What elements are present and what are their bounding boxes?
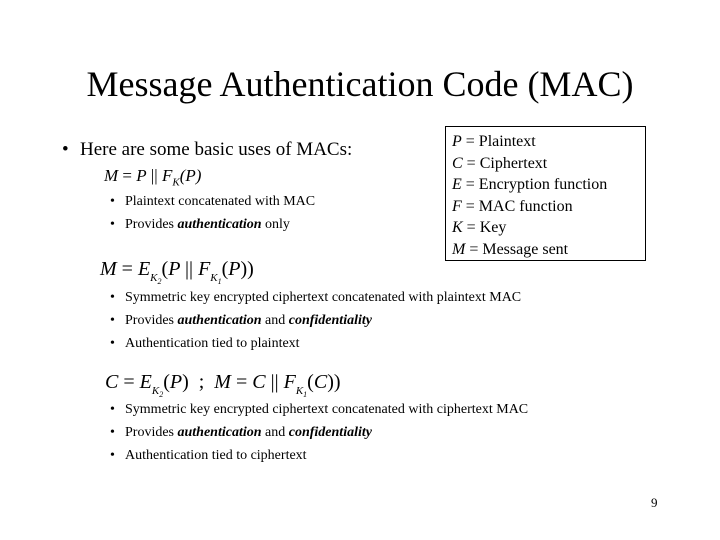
list-item xyxy=(110,398,528,421)
main-bullet xyxy=(62,138,352,162)
list-item-text: only xyxy=(261,217,290,232)
slide-title: Message Authentication Code (MAC) xyxy=(86,64,634,104)
formula-eq: = xyxy=(118,166,137,185)
scheme1-list xyxy=(110,190,315,236)
emphasis-text: authentication xyxy=(177,313,262,328)
legend-row xyxy=(452,217,645,239)
list-item xyxy=(110,309,521,332)
bullet-dot: • xyxy=(110,290,115,305)
legend-row xyxy=(452,196,645,218)
bullet-dot: • xyxy=(110,336,115,351)
legend-row xyxy=(452,174,645,196)
scheme3-list xyxy=(110,398,528,467)
legend-symbol: E xyxy=(452,176,462,193)
formula-p: P xyxy=(136,166,147,185)
list-item-text: Provides xyxy=(125,425,178,440)
emphasis-text: authentication xyxy=(177,217,262,232)
list-item xyxy=(110,421,528,444)
legend-text: = Ciphertext xyxy=(462,154,548,172)
bullet-dot: • xyxy=(110,425,115,440)
formula-sep: || xyxy=(146,166,162,185)
list-item xyxy=(110,286,521,309)
list-item-text: Plaintext concatenated with MAC xyxy=(125,194,316,209)
legend-row xyxy=(452,239,645,261)
bullet-dot: • xyxy=(110,194,115,209)
list-item-text: Provides xyxy=(125,313,178,328)
list-item-text: and xyxy=(261,425,289,440)
main-bullet-text: Here are some basic uses of MACs: xyxy=(80,139,353,160)
list-item xyxy=(110,332,521,355)
formula-f: F xyxy=(161,166,173,185)
list-item-text: Provides xyxy=(125,217,178,232)
legend-symbol: K xyxy=(452,219,463,236)
list-item-text: Authentication tied to ciphertext xyxy=(125,448,307,463)
legend-symbol: P xyxy=(452,133,462,150)
legend-symbol: C xyxy=(452,154,463,172)
legend-text: = Plaintext xyxy=(461,133,536,150)
legend-text: = MAC function xyxy=(461,197,573,215)
legend-text: = Message sent xyxy=(465,240,569,258)
equation-scheme2: $M = E_{K_2}(P$ || $F_{K_1}(P)$) xyxy=(100,258,254,286)
bullet-dot: • xyxy=(110,313,115,328)
legend-row xyxy=(452,131,645,153)
page-number: 9 xyxy=(651,495,658,510)
bullet-dot: • xyxy=(110,217,115,232)
list-item-text: Symmetric key encrypted ciphertext concatenated with plaintext MAC xyxy=(125,290,522,305)
formula-k: K xyxy=(172,176,180,189)
emphasis-text: authentication xyxy=(177,425,262,440)
emphasis-text: confidentiality xyxy=(288,313,372,328)
list-item xyxy=(110,213,315,236)
legend-box xyxy=(445,126,646,261)
bullet-dot: • xyxy=(110,448,115,463)
legend-row xyxy=(452,153,645,175)
legend-symbol: F xyxy=(452,197,462,215)
legend-symbol: M xyxy=(452,240,466,258)
list-item-text: Authentication tied to plaintext xyxy=(125,336,300,351)
list-item xyxy=(110,444,528,467)
bullet-dot: • xyxy=(62,139,69,160)
legend-text: = Key xyxy=(462,219,507,236)
formula-arg: (P) xyxy=(179,166,202,185)
emphasis-text: confidentiality xyxy=(288,425,372,440)
legend-text: = Encryption function xyxy=(461,176,608,193)
list-item-text: Symmetric key encrypted ciphertext concatenated with ciphertext MAC xyxy=(125,402,529,417)
equation-scheme3: $C = E_{K_2}(P)$ ; M = C || $F_{K_1}(C)$) xyxy=(105,371,341,399)
list-item-text: and xyxy=(261,313,289,328)
scheme2-list xyxy=(110,286,521,355)
list-item xyxy=(110,190,315,213)
bullet-dot: • xyxy=(110,402,115,417)
formula-m: M xyxy=(104,166,119,185)
